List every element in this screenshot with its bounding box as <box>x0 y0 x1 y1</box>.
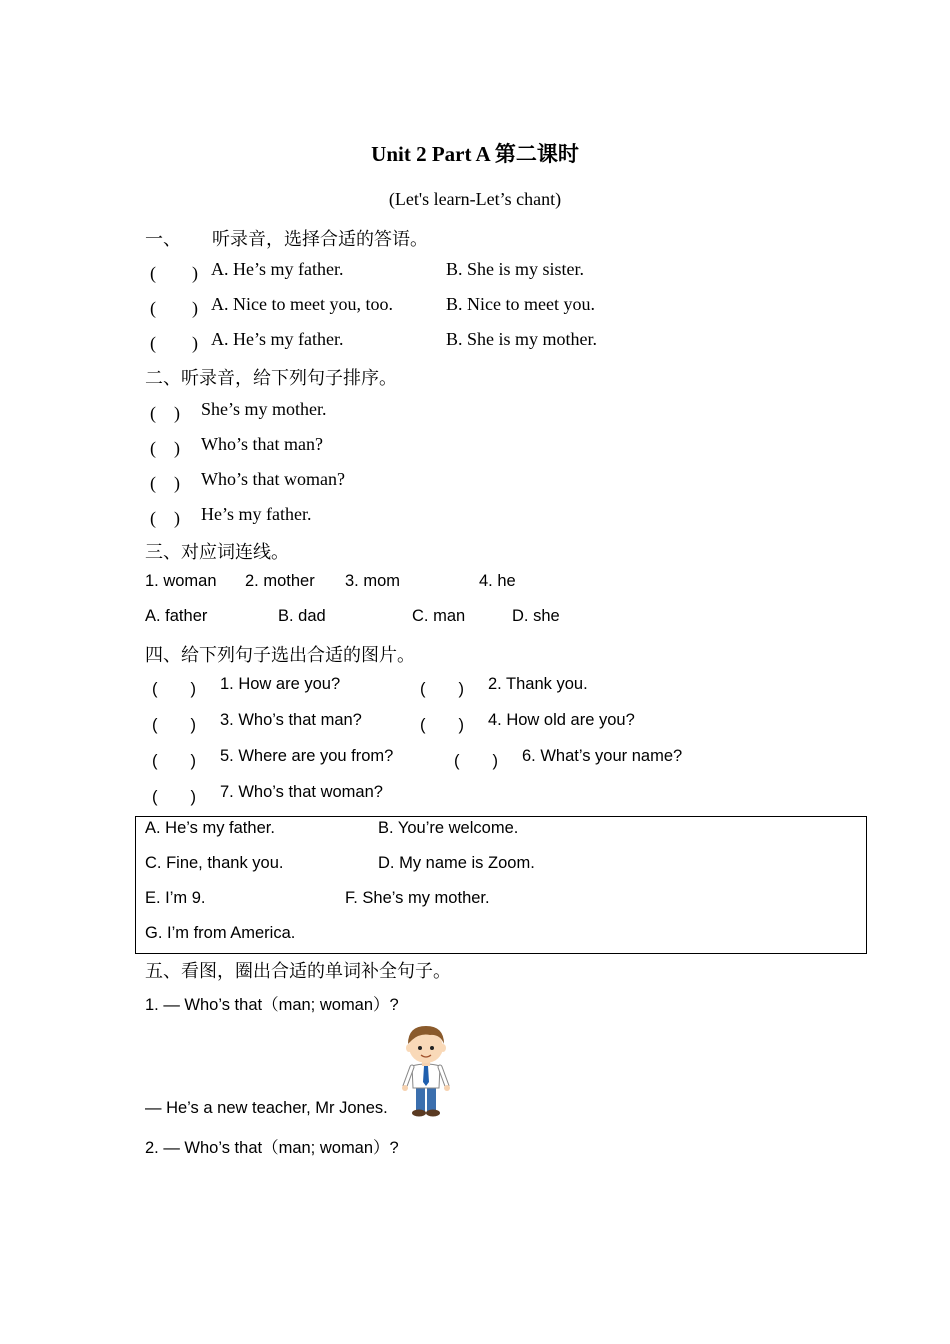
question: 4. How old are you? <box>488 711 635 729</box>
answer-paren: ( ) <box>152 788 196 806</box>
sentence: Who’s that woman? <box>201 469 345 489</box>
answer-paren: ( ) <box>150 438 180 458</box>
answer-paren: ( ) <box>150 298 198 318</box>
match-word: A. father <box>145 607 208 625</box>
answer-paren: ( ) <box>150 403 180 423</box>
option: B. You’re welcome. <box>378 819 519 837</box>
option: E. I’m 9. <box>145 889 206 907</box>
option-a: A. He’s my father. <box>211 259 344 279</box>
question: 2. — Who’s that（man; woman）? <box>145 1139 399 1157</box>
option-a: A. Nice to meet you, too. <box>211 294 393 314</box>
match-word: D. she <box>512 607 560 625</box>
option-b: B. She is my mother. <box>446 329 598 349</box>
option: A. He’s my father. <box>145 819 275 837</box>
sentence: She’s my mother. <box>201 399 327 419</box>
match-word: 3. mom <box>345 572 401 590</box>
match-word: 1. woman <box>145 572 217 590</box>
answer-paren: ( ) <box>152 716 196 734</box>
option: C. Fine, thank you. <box>145 854 284 872</box>
match-word: B. dad <box>278 607 326 625</box>
answer-paren: ( ) <box>150 263 198 283</box>
answer-paren: ( ) <box>152 680 196 698</box>
answer-line: — He’s a new teacher, Mr Jones. <box>145 1099 388 1117</box>
section-2-heading: 二、听录音，给下列句子排序。 <box>145 368 397 388</box>
section-4-heading: 四、给下列句子选出合适的图片。 <box>145 645 415 665</box>
section-1-heading: 听录音，选择合适的答语。 <box>212 229 428 249</box>
question: 1. How are you? <box>220 675 341 693</box>
teacher-illustration <box>392 1022 460 1118</box>
match-word: 4. he <box>479 572 516 590</box>
answer-paren: ( ) <box>150 508 180 528</box>
sentence: He’s my father. <box>201 504 312 524</box>
section-1-number: 一、 <box>145 229 181 249</box>
question: 7. Who’s that woman? <box>220 783 383 801</box>
section-3-heading: 三、对应词连线。 <box>145 542 289 562</box>
match-word: C. man <box>412 607 466 625</box>
answer-paren: ( ) <box>152 752 196 770</box>
page-subtitle: (Let's learn-Let’s chant) <box>388 189 562 209</box>
answer-paren: ( ) <box>420 716 464 734</box>
question: 5. Where are you from? <box>220 747 394 765</box>
question: 6. What’s your name? <box>522 747 683 765</box>
page-title: Unit 2 Part A 第二课时 <box>371 142 579 166</box>
question: 1. — Who’s that（man; woman）? <box>145 996 399 1014</box>
option: F. She’s my mother. <box>345 889 490 907</box>
section-5-heading: 五、看图，圈出合适的单词补全句子。 <box>145 961 451 981</box>
answer-paren: ( ) <box>150 333 198 353</box>
question: 2. Thank you. <box>488 675 588 693</box>
sentence: Who’s that man? <box>201 434 323 454</box>
answer-paren: ( ) <box>454 752 498 770</box>
question: 3. Who’s that man? <box>220 711 362 729</box>
match-word: 2. mother <box>245 572 315 590</box>
option-a: A. He’s my father. <box>211 329 344 349</box>
option: D. My name is Zoom. <box>378 854 535 872</box>
answer-paren: ( ) <box>420 680 464 698</box>
option-b: B. Nice to meet you. <box>446 294 595 314</box>
option-b: B. She is my sister. <box>446 259 585 279</box>
option: G. I’m from America. <box>145 924 296 942</box>
answer-paren: ( ) <box>150 473 180 493</box>
